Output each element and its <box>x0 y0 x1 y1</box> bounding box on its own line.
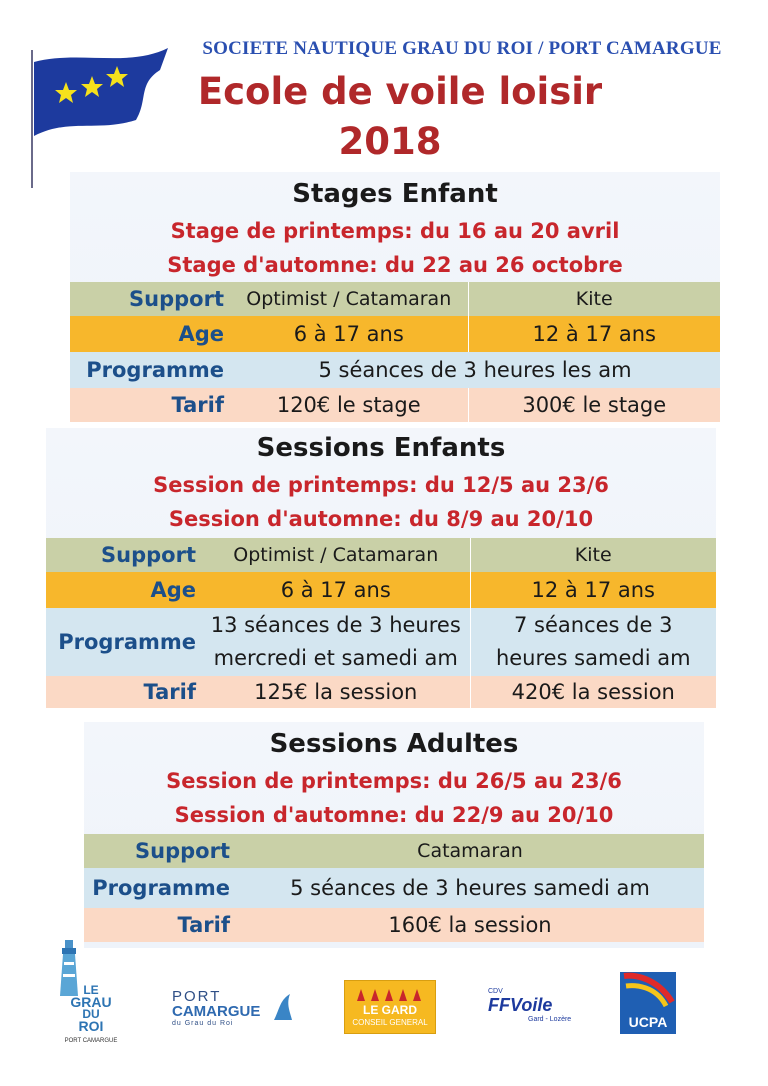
logo-grau-du-roi <box>46 940 118 1050</box>
organization-name: SOCIETE NAUTIQUE GRAU DU ROI / PORT CAMARGUE <box>202 38 722 59</box>
cell-value: 5 séances de 3 heures les am <box>318 358 632 382</box>
logo-text: PORT <box>172 988 222 1005</box>
cell-value: 12 à 17 ans <box>468 316 720 352</box>
table-row-tarif <box>70 388 720 422</box>
logo-text: LE <box>83 983 99 997</box>
row-label: Support <box>135 839 230 863</box>
cell-value: 12 à 17 ans <box>470 572 716 608</box>
row-label: Age <box>178 322 224 346</box>
row-label: Age <box>150 578 196 602</box>
logo-text: ROI <box>78 1018 104 1034</box>
cell-line: 7 séances de 3 <box>514 613 673 637</box>
section-date-autumn: Stage d'automne: du 22 au 26 octobre <box>167 253 623 277</box>
logo-text: LE GARD <box>363 1003 417 1017</box>
cell-value: 125€ la session <box>254 680 418 704</box>
sail-icon <box>270 992 294 1022</box>
cell-value: 420€ la session <box>470 676 716 708</box>
cell-value: 5 séances de 3 heures samedi am <box>290 876 650 900</box>
row-label: Support <box>101 543 196 567</box>
cell-value: 6 à 17 ans <box>280 578 391 602</box>
section-table <box>84 834 704 942</box>
section-stages-enfant <box>70 172 720 420</box>
section-date-spring: Stage de printemps: du 16 au 20 avril <box>170 219 620 243</box>
row-label: Tarif <box>171 393 224 417</box>
table-row-support <box>84 834 704 868</box>
cell-value <box>470 608 716 676</box>
ucpa-swoosh-icon <box>620 972 676 1012</box>
year-title: 2018 <box>338 120 442 163</box>
table-row-programme <box>46 608 716 676</box>
logo-ucpa <box>620 972 676 1034</box>
row-label: Support <box>129 287 224 311</box>
section-date-autumn: Session d'automne: du 22/9 au 20/10 <box>174 803 614 827</box>
flag-logo <box>18 40 178 190</box>
row-label: Programme <box>86 358 224 382</box>
section-table <box>70 282 720 422</box>
row-label: Tarif <box>177 913 230 937</box>
logo-text: FFVoile <box>488 995 553 1015</box>
cell-value: Kite <box>470 538 716 572</box>
section-table <box>46 538 716 708</box>
row-label: Tarif <box>143 680 196 704</box>
table-row-support <box>70 282 720 316</box>
cell-value: 6 à 17 ans <box>293 322 404 346</box>
table-row-age <box>46 572 716 608</box>
logo-text: GRAU <box>70 994 112 1010</box>
cell-value: 300€ le stage <box>468 388 720 422</box>
logo-text: DU <box>82 1007 100 1021</box>
table-row-tarif <box>84 908 704 942</box>
logo-subtext: du Grau du Roi <box>172 1020 234 1027</box>
section-date-spring: Session de printemps: du 12/5 au 23/6 <box>153 473 609 497</box>
cell-value: Optimist / Catamaran <box>233 544 439 566</box>
cell-line: heures samedi am <box>495 646 691 670</box>
logo-text: UCPA <box>628 1014 668 1030</box>
partner-logos <box>0 940 768 1060</box>
table-row-support <box>46 538 716 572</box>
logo-subtext: CONSEIL GENERAL <box>352 1018 428 1027</box>
section-date-spring: Session de printemps: du 26/5 au 23/6 <box>166 769 622 793</box>
cell-value: Catamaran <box>417 840 523 862</box>
figures-icon <box>355 985 425 1001</box>
section-sessions-enfants <box>46 428 716 708</box>
section-date-autumn: Session d'automne: du 8/9 au 20/10 <box>168 507 594 531</box>
logo-subtext: CDV <box>488 988 503 995</box>
section-title: Sessions Adultes <box>269 729 519 759</box>
section-sessions-adultes <box>84 722 704 948</box>
row-label: Programme <box>92 876 230 900</box>
page-title: Ecole de voile loisir <box>197 70 603 113</box>
table-row-tarif <box>46 676 716 708</box>
logo-ffvoile <box>488 988 578 1028</box>
cell-value: 160€ la session <box>388 913 552 937</box>
table-row-programme <box>84 868 704 908</box>
table-row-age <box>70 316 720 352</box>
logo-subtext: PORT CAMARGUE <box>64 1038 118 1044</box>
row-label: Programme <box>58 630 196 654</box>
cell-value: Kite <box>468 282 720 316</box>
logo-text: CAMARGUE <box>172 1003 261 1020</box>
logo-le-gard <box>344 980 436 1034</box>
section-title: Sessions Enfants <box>256 433 506 463</box>
cell-line: mercredi et samedi am <box>213 646 458 670</box>
cell-value: Optimist / Catamaran <box>246 288 452 310</box>
cell-value: 120€ le stage <box>276 393 421 417</box>
cell-line: 13 séances de 3 heures <box>210 613 461 637</box>
logo-port-camargue <box>172 988 302 1028</box>
cell-value <box>202 608 470 676</box>
logo-subtext: Gard - Lozère <box>528 1016 572 1023</box>
section-title: Stages Enfant <box>292 179 498 209</box>
table-row-programme <box>70 352 720 388</box>
